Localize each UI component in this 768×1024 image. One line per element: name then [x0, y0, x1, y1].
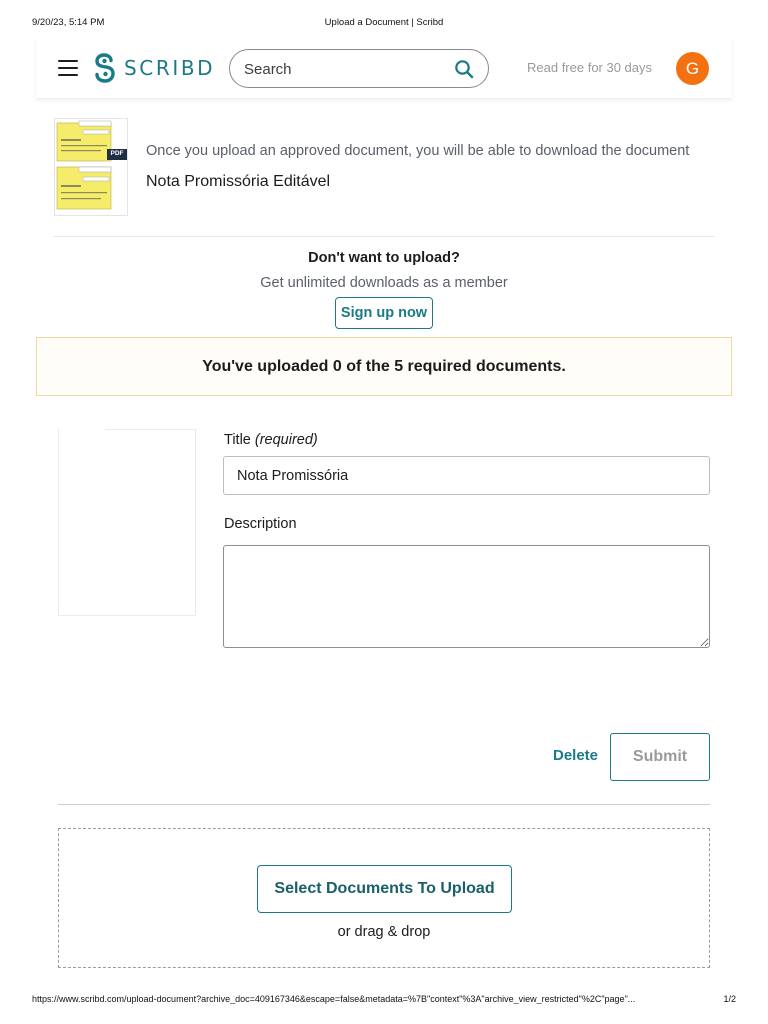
document-thumbnail — [54, 118, 128, 216]
print-date: 9/20/23, 5:14 PM — [32, 17, 105, 28]
print-page-counter: 1/2 — [723, 994, 736, 1004]
pdf-thumbnail-icon — [55, 119, 129, 217]
cta-heading: Don't want to upload? — [308, 250, 460, 266]
sign-up-button[interactable]: Sign up now — [335, 297, 433, 329]
cta-subtext: Get unlimited downloads as a member — [260, 275, 508, 291]
submit-button[interactable]: Submit — [610, 733, 710, 781]
document-preview-placeholder — [58, 429, 196, 616]
divider — [58, 804, 710, 805]
read-free-link[interactable]: Read free for 30 days — [527, 60, 653, 75]
search-box — [229, 49, 489, 88]
print-page-title: Upload a Document | Scribd — [324, 17, 444, 28]
document-name: Nota Promissória Editável — [146, 173, 331, 190]
upload-instruction: Once you upload an approved document, you will be able to download the document — [146, 143, 690, 159]
title-input[interactable] — [223, 456, 710, 495]
search-icon[interactable] — [454, 59, 474, 79]
user-avatar[interactable]: G — [676, 52, 709, 85]
scribd-logo-icon — [94, 53, 116, 83]
title-label-text: Title — [224, 432, 251, 448]
site-header — [36, 38, 732, 98]
print-url: https://www.scribd.com/upload-document?archive_doc=409167346&escape=false&metadata=%7B"context"%3A"archive_view_restricted"%2C"page"... — [32, 994, 636, 1004]
delete-button[interactable]: Delete — [553, 747, 599, 764]
print-header — [0, 17, 768, 31]
description-textarea[interactable] — [223, 545, 710, 648]
divider — [54, 236, 714, 237]
search-input[interactable] — [244, 58, 444, 80]
description-label: Description — [224, 516, 297, 532]
drag-drop-note: or drag & drop — [337, 924, 431, 940]
select-documents-button[interactable]: Select Documents To Upload — [257, 865, 512, 913]
hamburger-menu-icon[interactable] — [58, 60, 78, 76]
upload-progress-notice: You've uploaded 0 of the 5 required documents. — [36, 337, 732, 396]
title-required-note: (required) — [254, 432, 318, 448]
pdf-badge: PDF — [110, 150, 124, 157]
upload-dropzone[interactable] — [58, 828, 710, 968]
title-label — [224, 432, 318, 448]
scribd-logo[interactable] — [94, 53, 215, 83]
scribd-logo-text: SCRIBD — [124, 56, 216, 80]
